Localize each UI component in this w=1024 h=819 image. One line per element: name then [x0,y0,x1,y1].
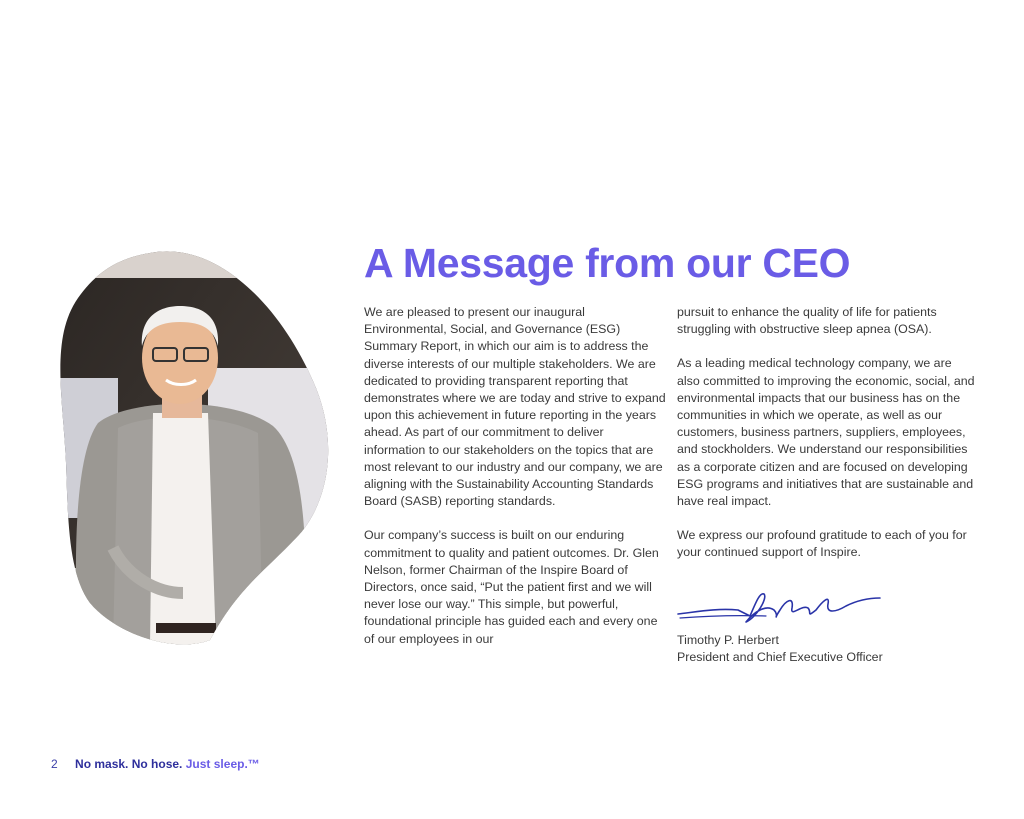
page-title: A Message from our CEO [364,240,851,286]
tagline-part2: Just sleep.™ [185,757,260,771]
body-paragraph: pursuit to enhance the quality of life for patients struggling with obstructive sleep apnea (OSA). [677,305,937,337]
signature-icon [676,588,882,633]
body-column-left [364,304,666,665]
body-paragraph: As a leading medical technology company, we are also committed to improving the economic, social, and environmental impacts that our business has on the communities in which we operate, as well as our customers, business partners, suppliers, employees, and stockholders. We understand our responsibilities as a corporate citizen and are focused on developing ESG programs and initiatives that are sustainable and have real impact. [677,356,975,509]
footer [51,757,260,771]
body-paragraph: We are pleased to present our inaugural Environmental, Social, and Governance (ESG) Summary Report, in which our aim is to address the diverse interests of our multiple stakeholders. We are dedicated to providing transparent reporting that demonstrates where we are today and strive to expand upon this achievement in future reporting in the years ahead. As part of our commitment to deliver information to our stakeholders on the topics that are most relevant to our industry and our company, we are aligning with the Sustainability Accounting Standards Board (SASB) reporting standards. [364,305,666,509]
signer-name: Timothy P. Herbert [677,633,779,647]
page-number: 2 [51,757,58,771]
ceo-portrait [58,248,332,646]
tagline-part1: No mask. No hose. [75,757,183,771]
body-paragraph: We express our profound gratitude to each of you for your continued support of Inspire. [677,528,967,560]
body-paragraph: Our company’s success is built on our enduring commitment to quality and patient outcomes. Dr. Glen Nelson, former Chairman of the Inspire Board of Directors, once said, “Put the patient first and we will never lose our way.” This simple, but powerful, foundational principle has guided each and every one of our employees in our [364,528,659,646]
body-column-right [677,304,977,579]
ceo-portrait-image [58,248,332,646]
signer-title: President and Chief Executive Officer [677,650,883,664]
